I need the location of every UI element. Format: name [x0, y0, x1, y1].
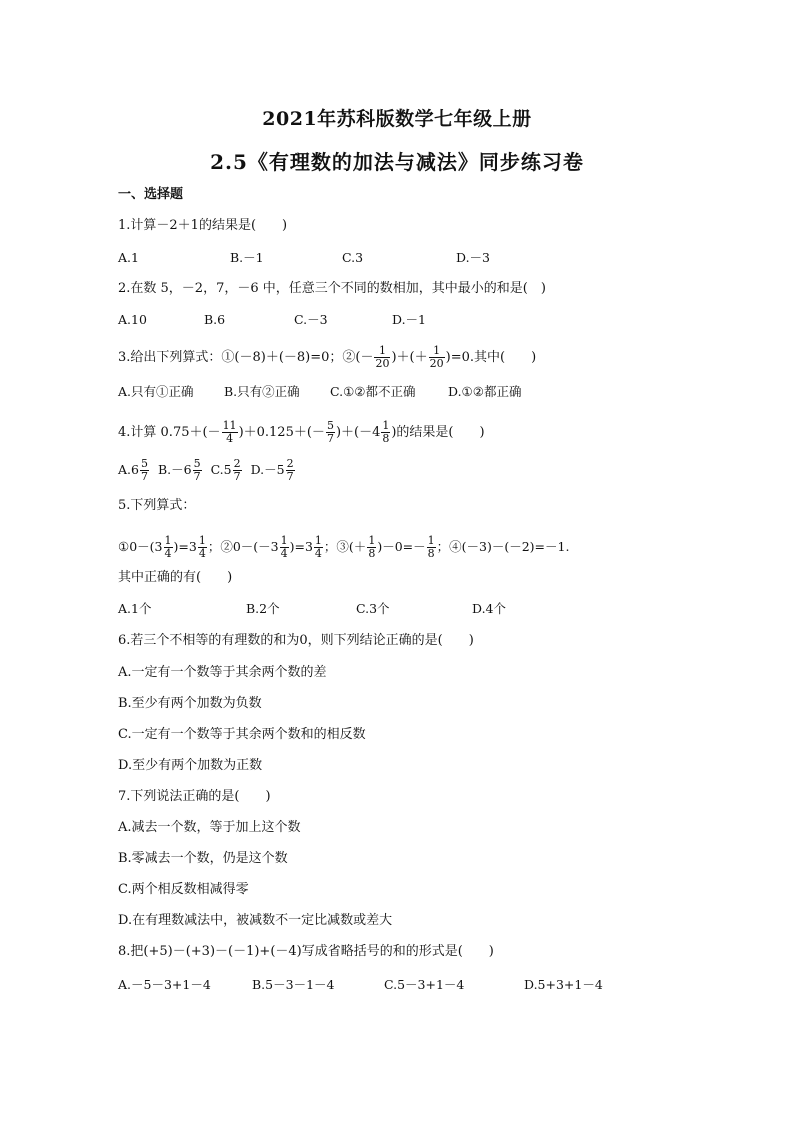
fraction-denominator: 8	[368, 547, 376, 560]
fraction	[222, 420, 238, 445]
fraction-denominator: 7	[193, 470, 201, 483]
fraction-denominator: 7	[233, 470, 241, 483]
question-1-stem: 1.计算－2＋1的结果是( )	[118, 218, 288, 233]
question-4-option-c	[210, 457, 243, 483]
question-7-option-c: C.两个相反数相减得零	[118, 882, 249, 897]
question-5-stem: 5.下列算式：	[118, 498, 196, 513]
fraction-numerator: 1	[427, 534, 435, 547]
fraction-denominator: 4	[280, 547, 288, 560]
fraction	[233, 458, 242, 483]
expression-text: ①0－(3	[118, 539, 163, 554]
question-8-option-c: C.5－3+1－4	[384, 977, 465, 992]
expression-text: ；③(＋	[323, 539, 367, 554]
fraction-numerator: 1	[368, 534, 376, 547]
question-5-expressions	[118, 535, 569, 560]
question-6-option-b: B.至少有两个加数为负数	[118, 696, 262, 711]
fraction-denominator: 7	[326, 432, 334, 445]
fraction-numerator: 1	[314, 534, 322, 547]
fraction-denominator: 20	[429, 357, 444, 370]
question-8-option-d: D.5+3+1－4	[524, 977, 603, 992]
expression-text: )=3	[173, 539, 197, 554]
question-5-option-d: D.4个	[472, 601, 507, 616]
fraction-numerator: 5	[193, 457, 201, 470]
option-label: B.－6	[157, 462, 192, 477]
fraction-numerator: 1	[382, 419, 390, 432]
question-2-option-c: C.－3	[294, 312, 328, 327]
question-5-option-b: B.2个	[246, 601, 280, 616]
question-5-followup: 其中正确的有( )	[118, 570, 233, 585]
question-3-stem	[118, 345, 536, 370]
question-7-option-a: A.减去一个数，等于加上这个数	[118, 820, 301, 835]
fraction	[198, 535, 207, 560]
document-subtitle: 2.5《有理数的加法与减法》同步练习卷	[210, 150, 584, 174]
fraction-numerator: 1	[429, 345, 445, 358]
question-2-option-a: A.10	[118, 312, 147, 327]
question-6-stem: 6.若三个不相等的有理数的和为0，则下列结论正确的是( )	[118, 633, 474, 648]
fraction-denominator: 7	[140, 470, 148, 483]
question-4-text-4: )的结果是( )	[391, 425, 485, 440]
question-4-text-3: )＋(－4	[335, 425, 381, 440]
question-3-option-d: D.①②都正确	[448, 384, 522, 399]
option-label: A.6	[118, 462, 139, 477]
fraction-denominator: 4	[164, 547, 172, 560]
question-8-stem: 8.把(+5)－(+3)－(－1)+(－4)写成省略括号的和的形式是( )	[118, 944, 494, 959]
question-6-option-c: C.一定有一个数等于其余两个数和的相反数	[118, 727, 366, 742]
question-6-option-a: A.一定有一个数等于其余两个数的差	[118, 665, 327, 680]
question-4-option-b	[157, 457, 203, 483]
question-2-stem: 2.在数 5，－2，7，－6 中，任意三个不同的数相加，其中最小的和是( )	[118, 281, 546, 296]
expression-text: )=3	[289, 539, 313, 554]
fraction	[367, 535, 376, 560]
question-7-option-d: D.在有理数减法中，被减数不一定比减数或差大	[118, 913, 393, 928]
fraction-numerator: 2	[286, 457, 294, 470]
question-4-text-2: )＋0.125＋(－	[238, 425, 325, 440]
question-8-option-a: A.－5－3+1－4	[118, 977, 211, 992]
question-5-option-c: C.3个	[356, 601, 390, 616]
option-label: D.－5	[250, 462, 285, 477]
question-3-text-2: )＋(＋	[391, 350, 428, 365]
question-1-option-a: A.1	[118, 250, 139, 265]
fraction-numerator: 1	[374, 345, 390, 358]
option-label: C.5	[210, 462, 232, 477]
question-7-option-b: B.零减去一个数，仍是这个数	[118, 851, 288, 866]
question-1-option-b: B.－1	[230, 250, 264, 265]
fraction	[280, 535, 289, 560]
question-4-option-d	[250, 457, 296, 483]
question-4-option-a	[118, 457, 150, 483]
question-3-text-1: 3.给出下列算式：①(－8)＋(－8)=0；②(－	[118, 350, 374, 365]
fraction-denominator: 8	[382, 432, 390, 445]
fraction-numerator: 1	[280, 534, 288, 547]
fraction	[140, 458, 149, 483]
fraction-denominator: 4	[314, 547, 322, 560]
question-3-option-c: C.①②都不正确	[330, 384, 416, 399]
fraction-denominator: 20	[375, 357, 390, 370]
fraction	[326, 420, 335, 445]
fraction-denominator: 8	[427, 547, 435, 560]
section-heading: 一、选择题	[118, 187, 184, 202]
expression-text: )－0=－	[377, 539, 426, 554]
fraction	[286, 458, 295, 483]
fraction-numerator: 1	[164, 534, 172, 547]
fraction-denominator: 4	[198, 547, 206, 560]
expression-text: ；②0－(－3	[207, 539, 279, 554]
question-4-stem	[118, 420, 485, 445]
question-3-option-a: A.只有①正确	[118, 384, 194, 399]
question-2-option-b: B.6	[204, 312, 226, 327]
fraction-denominator: 7	[286, 470, 294, 483]
question-4-text-1: 4.计算 0.75＋(－	[118, 425, 221, 440]
question-4-options	[118, 458, 296, 483]
question-3-text-3: )=0.其中( )	[445, 350, 537, 365]
fraction-denominator: 4	[226, 432, 234, 445]
question-5-option-a: A.1个	[118, 601, 152, 616]
question-1-option-c: C.3	[342, 250, 364, 265]
fraction-numerator: 5	[326, 419, 334, 432]
fraction	[314, 535, 323, 560]
fraction	[381, 420, 390, 445]
fraction-numerator: 5	[140, 457, 148, 470]
fraction	[374, 345, 390, 370]
question-6-option-d: D.至少有两个加数为正数	[118, 758, 263, 773]
fraction-numerator: 11	[222, 419, 237, 432]
question-1-option-d: D.－3	[456, 250, 491, 265]
fraction-numerator: 1	[198, 534, 206, 547]
question-7-stem: 7.下列说法正确的是( )	[118, 789, 271, 804]
question-2-option-d: D.－1	[392, 312, 427, 327]
question-3-option-b: B.只有②正确	[224, 384, 300, 399]
fraction	[193, 458, 202, 483]
fraction	[427, 535, 436, 560]
fraction-numerator: 2	[233, 457, 241, 470]
document-title: 2021年苏科版数学七年级上册	[262, 108, 532, 130]
expression-text: ；④(－3)－(－2)=－1.	[436, 539, 570, 554]
fraction	[164, 535, 173, 560]
fraction	[429, 345, 445, 370]
question-8-option-b: B.5－3－1－4	[252, 977, 335, 992]
